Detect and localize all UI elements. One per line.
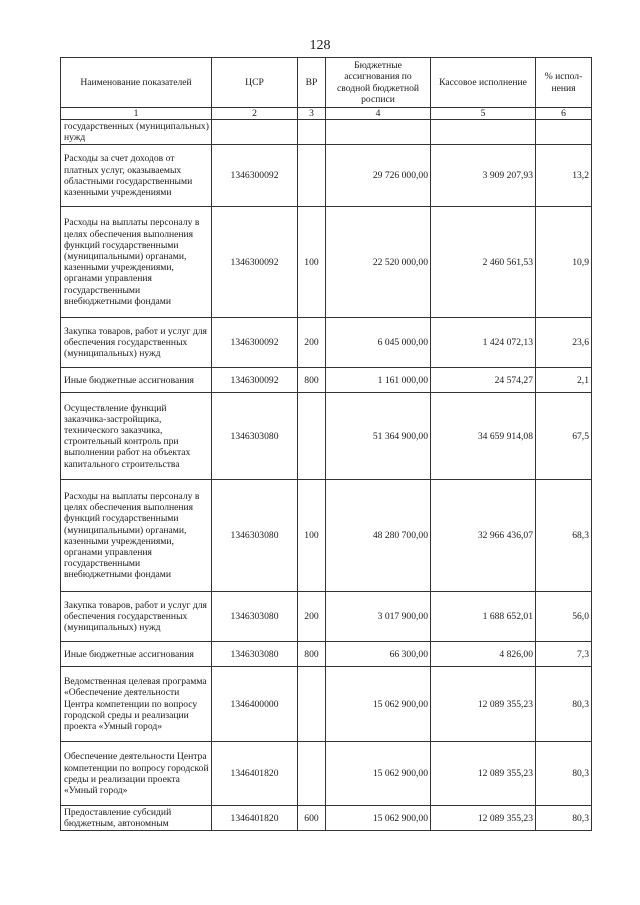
header-percent: % испол-нения <box>536 58 592 108</box>
table-row <box>61 318 592 368</box>
row-cash <box>431 120 536 145</box>
row-vr: 100 <box>298 480 326 592</box>
budget-execution-table <box>60 57 592 831</box>
row-name: Закупка товаров, работ и услуг для обеспечения государственных (муниципальных) нужд <box>61 592 212 642</box>
row-percent: 56,0 <box>536 592 592 642</box>
row-cash: 32 966 436,07 <box>431 480 536 592</box>
column-number: 6 <box>536 108 592 120</box>
row-csr: 1346300092 <box>212 145 298 207</box>
row-percent: 7,3 <box>536 642 592 667</box>
header-csr: ЦСР <box>212 58 298 108</box>
row-cash: 3 909 207,93 <box>431 145 536 207</box>
row-budget: 3 017 900,00 <box>326 592 431 642</box>
header-vr: ВР <box>298 58 326 108</box>
column-number: 5 <box>431 108 536 120</box>
row-budget: 51 364 900,00 <box>326 393 431 480</box>
row-vr: 800 <box>298 642 326 667</box>
table-row <box>61 393 592 480</box>
row-csr: 1346303080 <box>212 480 298 592</box>
column-number: 3 <box>298 108 326 120</box>
row-name: Ведомственная целевая программа «Обеспечение деятельности Центра компетенции по вопросу городской среды и реализации проекта «Умный город» <box>61 667 212 742</box>
row-cash: 1 424 072,13 <box>431 318 536 368</box>
row-cash: 2 460 561,53 <box>431 207 536 318</box>
row-vr: 200 <box>298 592 326 642</box>
row-name: государственных (муниципальных) нужд <box>61 120 212 145</box>
row-name: Иные бюджетные ассигнования <box>61 642 212 667</box>
row-budget <box>326 120 431 145</box>
row-cash: 12 089 355,23 <box>431 742 536 806</box>
header-cash: Кассовое исполнение <box>431 58 536 108</box>
row-csr: 1346300092 <box>212 368 298 393</box>
column-number-row <box>61 108 592 120</box>
row-budget: 15 062 900,00 <box>326 742 431 806</box>
row-budget: 1 161 000,00 <box>326 368 431 393</box>
header-name: Наименование показателей <box>61 58 212 108</box>
row-csr: 1346401820 <box>212 806 298 831</box>
row-vr <box>298 667 326 742</box>
row-csr: 1346303080 <box>212 642 298 667</box>
row-vr <box>298 393 326 480</box>
column-number: 1 <box>61 108 212 120</box>
table-row <box>61 120 592 145</box>
row-percent: 10,9 <box>536 207 592 318</box>
table-row <box>61 207 592 318</box>
row-cash: 12 089 355,23 <box>431 667 536 742</box>
table-row <box>61 742 592 806</box>
table-row <box>61 368 592 393</box>
row-csr <box>212 120 298 145</box>
row-name: Закупка товаров, работ и услуг для обеспечения государственных (муниципальных) нужд <box>61 318 212 368</box>
row-name: Расходы на выплаты персоналу в целях обеспечения выполнения функций государственными (муниципальными) органами, казенными учреждениями, органами управления государственными внебюджетными фондами <box>61 207 212 318</box>
table-row <box>61 667 592 742</box>
row-csr: 1346300092 <box>212 207 298 318</box>
row-vr: 800 <box>298 368 326 393</box>
row-name: Расходы на выплаты персоналу в целях обеспечения выполнения функций государственными (муниципальными) органами, казенными учреждениями, органами управления государственными внебюджетными фондами <box>61 480 212 592</box>
row-cash: 4 826,00 <box>431 642 536 667</box>
row-cash: 12 089 355,23 <box>431 806 536 831</box>
header-row <box>61 58 592 108</box>
row-csr: 1346303080 <box>212 592 298 642</box>
row-percent <box>536 120 592 145</box>
row-csr: 1346300092 <box>212 318 298 368</box>
row-budget: 29 726 000,00 <box>326 145 431 207</box>
row-budget: 15 062 900,00 <box>326 806 431 831</box>
row-name: Обеспечение деятельности Центра компетенции по вопросу городской среды и реализации проекта «Умный город» <box>61 742 212 806</box>
row-vr <box>298 145 326 207</box>
row-csr: 1346401820 <box>212 742 298 806</box>
row-cash: 1 688 652,01 <box>431 592 536 642</box>
row-cash: 24 574,27 <box>431 368 536 393</box>
row-percent: 80,3 <box>536 667 592 742</box>
table-row <box>61 145 592 207</box>
row-percent: 68,3 <box>536 480 592 592</box>
row-name: Иные бюджетные ассигнования <box>61 368 212 393</box>
header-budget: Бюджетные ассигнования по сводной бюджетной росписи <box>326 58 431 108</box>
row-name: Предоставление субсидий бюджетным, автономным <box>61 806 212 831</box>
row-budget: 66 300,00 <box>326 642 431 667</box>
row-vr: 100 <box>298 207 326 318</box>
row-percent: 2,1 <box>536 368 592 393</box>
table-row <box>61 480 592 592</box>
row-budget: 22 520 000,00 <box>326 207 431 318</box>
row-vr <box>298 742 326 806</box>
page-number: 128 <box>309 38 331 53</box>
row-csr: 1346400000 <box>212 667 298 742</box>
row-vr: 600 <box>298 806 326 831</box>
row-percent: 13,2 <box>536 145 592 207</box>
row-cash: 34 659 914,08 <box>431 393 536 480</box>
row-name: Расходы за счет доходов от платных услуг, оказываемых областными государственными казенными учреждениями <box>61 145 212 207</box>
table-row <box>61 592 592 642</box>
row-percent: 80,3 <box>536 806 592 831</box>
row-name: Осуществление функций заказчика-застройщика, технического заказчика, строительный контроль при выполнении работ на объектах капитального строительства <box>61 393 212 480</box>
table-row <box>61 806 592 831</box>
row-percent: 23,6 <box>536 318 592 368</box>
row-budget: 15 062 900,00 <box>326 667 431 742</box>
row-percent: 67,5 <box>536 393 592 480</box>
row-budget: 6 045 000,00 <box>326 318 431 368</box>
row-vr <box>298 120 326 145</box>
table-row <box>61 642 592 667</box>
row-budget: 48 280 700,00 <box>326 480 431 592</box>
row-percent: 80,3 <box>536 742 592 806</box>
column-number: 4 <box>326 108 431 120</box>
row-vr: 200 <box>298 318 326 368</box>
column-number: 2 <box>212 108 298 120</box>
row-csr: 1346303080 <box>212 393 298 480</box>
